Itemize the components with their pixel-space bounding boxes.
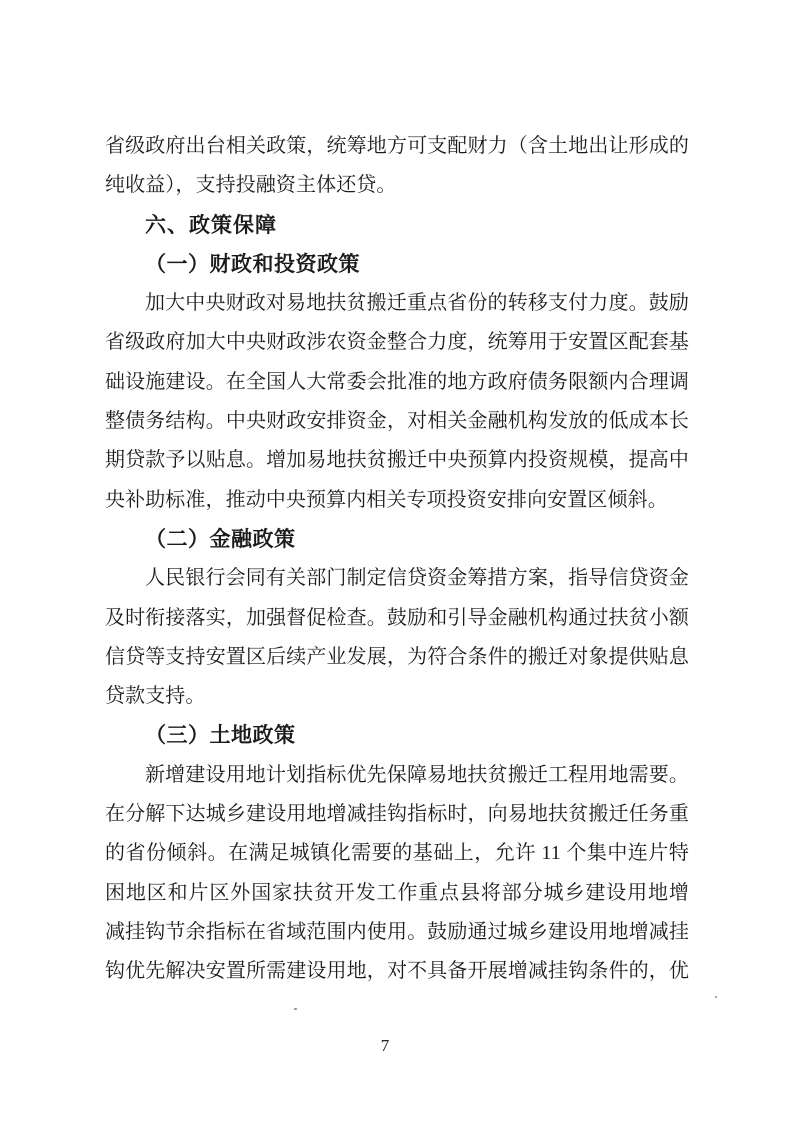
- text-line: 央补助标准，推动中央预算内相关专项投资安排向安置区倾斜。: [105, 488, 668, 511]
- scan-artifact-dot: [715, 996, 717, 998]
- subsection-heading: （三）土地政策: [145, 723, 296, 748]
- text-line: 础设施建设。在全国人大常委会批准的地方政府债务限额内合理调: [105, 370, 689, 393]
- text-line: 困地区和片区外国家扶贫开发工作重点县将部分城乡建设用地增: [105, 881, 689, 904]
- text-line: 省级政府加大中央财政涉农资金整合力度，统筹用于安置区配套基: [105, 331, 689, 354]
- text-line: 在分解下达城乡建设用地增减挂钩指标时，向易地扶贫搬迁任务重: [105, 803, 689, 826]
- text-line: 纯收益），支持投融资主体还贷。: [105, 174, 397, 197]
- text-line: 整债务结构。中央财政安排资金，对相关金融机构发放的低成本长: [105, 410, 689, 433]
- scan-artifact-dot: [294, 1008, 297, 1010]
- text-line: 贷款支持。: [105, 685, 206, 708]
- text-line: 及时衔接落实，加强督促检查。鼓励和引导金融机构通过扶贫小额: [105, 606, 689, 629]
- text-line: 减挂钩节余指标在省域范围内使用。鼓励通过城乡建设用地增减挂: [105, 920, 689, 943]
- text-line: 的省份倾斜。在满足城镇化需要的基础上，允许 11 个集中连片特: [105, 842, 689, 865]
- text-line: 加大中央财政对易地扶贫搬迁重点省份的转移支付力度。鼓励: [145, 292, 689, 315]
- subsection-heading: （一）财政和投资政策: [145, 251, 360, 276]
- text-line: 信贷等支持安置区后续产业发展，为符合条件的搬迁对象提供贴息: [105, 645, 689, 668]
- text-line: 期贷款予以贴息。增加易地扶贫搬迁中央预算内投资规模，提高中: [105, 449, 689, 472]
- text-line: 省级政府出台相关政策，统筹地方可支配财力（含土地出让形成的: [105, 135, 689, 157]
- document-body: [105, 127, 689, 992]
- text-line: 新增建设用地计划指标优先保障易地扶贫搬迁工程用地需要。: [145, 763, 689, 786]
- page-number: 7: [380, 1036, 390, 1055]
- subsection-heading: （二）金融政策: [145, 526, 296, 551]
- text-line: 人民银行会同有关部门制定信贷资金筹措方案，指导信贷资金: [145, 567, 689, 590]
- text-line: 钩优先解决安置所需建设用地，对不具备开展增减挂钩条件的，优: [105, 960, 689, 983]
- section-heading: 六、政策保障: [145, 213, 277, 237]
